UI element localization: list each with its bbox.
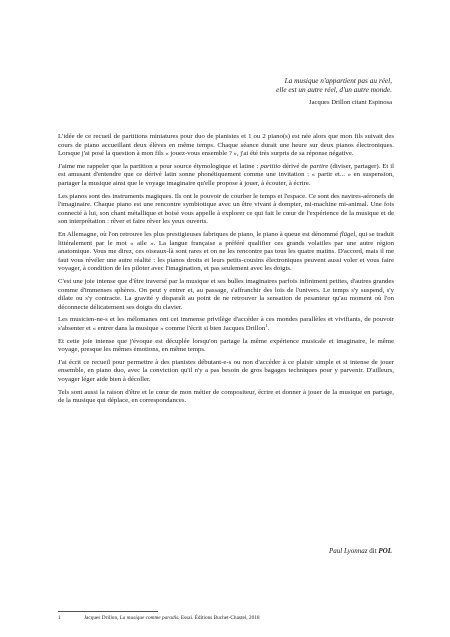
footnote-title: La musique comme paradis bbox=[119, 615, 179, 621]
text-span: Les musicien-ne-s et les mélomanes ont cet immense privilège d'accéder à ces mondes parallèles et vivifiants, de pouvoir s'absenter et « entrer dans la musique » comme l'écrit si bien Jacques Drillon bbox=[58, 316, 394, 332]
paragraph: Tels sont aussi la raison d'être et le cœur de mon métier de compositeur, écrire et donner à jouer de la musique en partage, de la musique qui déplace, en correspondances. bbox=[58, 388, 394, 405]
epigraph bbox=[276, 76, 392, 107]
german-word: flügel bbox=[339, 231, 356, 239]
paragraph bbox=[58, 163, 394, 189]
paragraph bbox=[58, 316, 394, 333]
paragraph: J'ai écrit ce recueil pour permettre à des pianistes débutant-e-s ou non d'accéder à ce plaisir simple et si intense de jouer ensemble, en piano duo, avec la conviction qu'il n'y a pas besoin de gros bagages techniques pour y parvenir. D'ailleurs, voyager léger aide bien à décoller. bbox=[58, 358, 394, 383]
text-span: dérivé de bbox=[280, 162, 310, 170]
footnote-number: 1 bbox=[58, 615, 61, 621]
text-span: , qui se traduit littéralement par le mot « aile ». La langue française a préféré qualifier ces grands volatiles par une autre région anatomique. Vous me direz, ces oiseaux-là sont rares et on ne les rencontre pas tous les quatre matins. D'accord, mais il me faut vous révéler une autre réalité : les pianos droits et leurs petits-cousins électroniques peuvent aussi voler et vous faire voyager, à condition de les piloter avec l'imagination, et pas seulement avec les doigts. bbox=[58, 231, 395, 273]
epigraph-attribution: Jacques Drillon citant Espinosa bbox=[309, 98, 392, 106]
footnote-divider bbox=[58, 611, 158, 612]
latin-word: partire bbox=[309, 162, 329, 170]
paragraph bbox=[58, 231, 394, 274]
signature bbox=[329, 547, 392, 555]
footnote-reference[interactable]: 1 bbox=[265, 322, 268, 328]
signature-name: Paul Lyonnaz bbox=[329, 547, 368, 555]
text-span: . bbox=[267, 324, 270, 332]
signature-pol: POL bbox=[378, 547, 392, 555]
text-span: J'aime me rappeler que la partition a pour source étymologique et latine : bbox=[58, 162, 261, 170]
footnote-author: Jacques Drillon, bbox=[84, 615, 120, 621]
signature-dit: dit bbox=[367, 547, 379, 555]
footnote bbox=[58, 615, 260, 622]
epigraph-quote-line-1: La musique n'appartient pas au réel, bbox=[284, 76, 392, 85]
paragraph: L'idée de ce recueil de partitions miniatures pour duo de pianistes et 1 ou 2 piano(s) est née alors que mon fils suivait des cours de piano accueillant deux élèves en même temps. Chaque séance durait une heure sur deux pianos électroniques. Lorsque j'ai posé la question à mon fils « jouez-vous ensemble ? », j'ai été très surpris de sa réponse négative. bbox=[58, 133, 394, 158]
paragraph: Et cette joie intense que j'évoque est décuplée lorsqu'on partage la même expérience musicale et imaginaire, le même voyage, presque les mêmes émotions, en même temps. bbox=[58, 337, 394, 354]
latin-word: partitio bbox=[260, 162, 281, 170]
paragraph: Les pianos sont des instruments magiques. Ils ont le pouvoir de courber le temps et l'espace. Ce sont des navires-aéronefs de l'imaginaire. Chaque piano est une rencontre symbiotique avec un être vivant à dompter, mi-machine mi-animal. Une fois connecté à lui, son chant métallique et boisé vous appelle à explorer ce qui fait le cœur de l'expérience de la musique et de son interprétation : rêver et faire rêver les yeux ouverts. bbox=[58, 192, 395, 226]
epigraph-quote-line-2: elle est un autre réel, d'un autre monde. bbox=[276, 85, 392, 95]
body-text bbox=[58, 133, 394, 410]
text-span: En Allemagne, où l'on retrouve les plus prestigieuses fabriques de piano, le piano à queue est dénommé bbox=[58, 231, 340, 239]
text-span: (diviser, partager). Et il est amusant d'entendre que ce dérivé latin sonne phonétiquement comme une invitation : « partir et... » en suspension, partager la musique ainsi que le voyage imaginaire qu'elle propose à jouer, à écouter, à écrire. bbox=[58, 162, 394, 187]
footnote-publisher: . Essai. Éditions Buchet-Chastel, 2018 bbox=[178, 615, 260, 621]
paragraph: C'est une joie intense que d'être traversé par la musique et ses bulles imaginaires parfois infiniment petites, d'autres grandes comme d'immenses sphères. On peut y entrer et, au passage, s'affranchir des lois de l'univers. Le temps s'y suspend, s'y dilate ou s'y contracte. La gravité y disparaît au point de ne retrouver la sensation de pesanteur qu'au moment où l'on déconnecte délicatement ses doigts du clavier. bbox=[58, 277, 394, 311]
